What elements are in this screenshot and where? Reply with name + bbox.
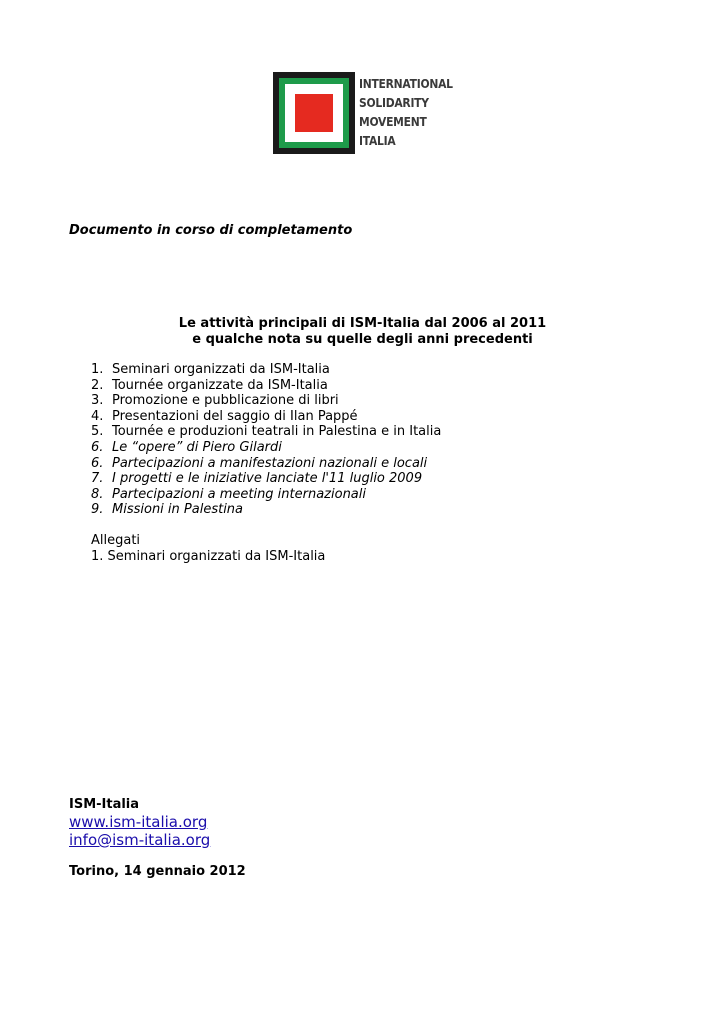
toc-item	[91, 456, 441, 472]
toc-item-label: Tournée e produzioni teatrali in Palestina e in Italia	[112, 424, 442, 440]
logo-line: ITALIA	[359, 133, 396, 148]
title-line-1: Le attività principali di ISM-Italia dal 2006 al 2011	[178, 316, 547, 331]
logo-square-icon	[273, 72, 355, 154]
table-of-contents	[91, 362, 441, 518]
logo-line: INTERNATIONAL	[359, 76, 453, 91]
toc-item-number: 6.	[91, 439, 104, 455]
toc-item-label: I progetti e le iniziative lanciate l'11 luglio 2009	[112, 471, 423, 487]
toc-item	[91, 487, 441, 503]
toc-item-number: 5.	[91, 424, 104, 440]
toc-item-number: 7.	[91, 471, 104, 487]
toc-item	[91, 502, 441, 518]
attachments-section	[91, 533, 325, 565]
contact-footer	[69, 797, 210, 849]
toc-item-label: Le “opere” di Piero Gilardi	[112, 439, 282, 455]
toc-item	[91, 424, 441, 440]
toc-item-number: 2.	[91, 377, 104, 393]
email-link[interactable]: info@ism-italia.org	[69, 831, 211, 849]
toc-item-number: 4.	[91, 408, 104, 424]
toc-item-number: 8.	[91, 486, 104, 502]
organization-name: ISM-Italia	[69, 797, 140, 812]
website-link[interactable]: www.ism-italia.org	[69, 813, 208, 831]
toc-item-label: Partecipazioni a manifestazioni nazionali e locali	[112, 455, 428, 471]
toc-item	[91, 362, 441, 378]
attachments-heading: Allegati	[91, 533, 141, 548]
toc-item	[91, 378, 441, 394]
title-line-2: e qualche nota su quelle degli anni precedenti	[192, 332, 533, 347]
toc-item-label: Tournée organizzate da ISM-Italia	[112, 377, 328, 393]
document-date: Torino, 14 gennaio 2012	[69, 864, 246, 879]
toc-item-label: Missioni in Palestina	[112, 502, 244, 518]
logo-line: MOVEMENT	[359, 114, 427, 129]
toc-item-number: 6.	[91, 455, 104, 471]
toc-item	[91, 409, 441, 425]
toc-item-number: 3.	[91, 393, 104, 409]
toc-item-label: Promozione e pubblicazione di libri	[112, 393, 339, 409]
toc-item-number: 1.	[91, 362, 104, 377]
document-title	[0, 316, 725, 348]
toc-item-label: Presentazioni del saggio di Ilan Pappé	[112, 408, 358, 424]
attachment-item: 1. Seminari organizzati da ISM-Italia	[91, 549, 326, 564]
toc-item	[91, 393, 441, 409]
logo-wordmark	[359, 74, 479, 150]
toc-item	[91, 440, 441, 456]
toc-item-label: Seminari organizzati da ISM-Italia	[112, 362, 330, 377]
toc-item-label: Partecipazioni a meeting internazionali	[112, 486, 367, 502]
document-status: Documento in corso di completamento	[69, 223, 353, 238]
toc-item-number: 9.	[91, 502, 104, 518]
logo-line: SOLIDARITY	[359, 95, 429, 110]
toc-item	[91, 471, 441, 487]
ism-italia-logo	[273, 72, 478, 154]
